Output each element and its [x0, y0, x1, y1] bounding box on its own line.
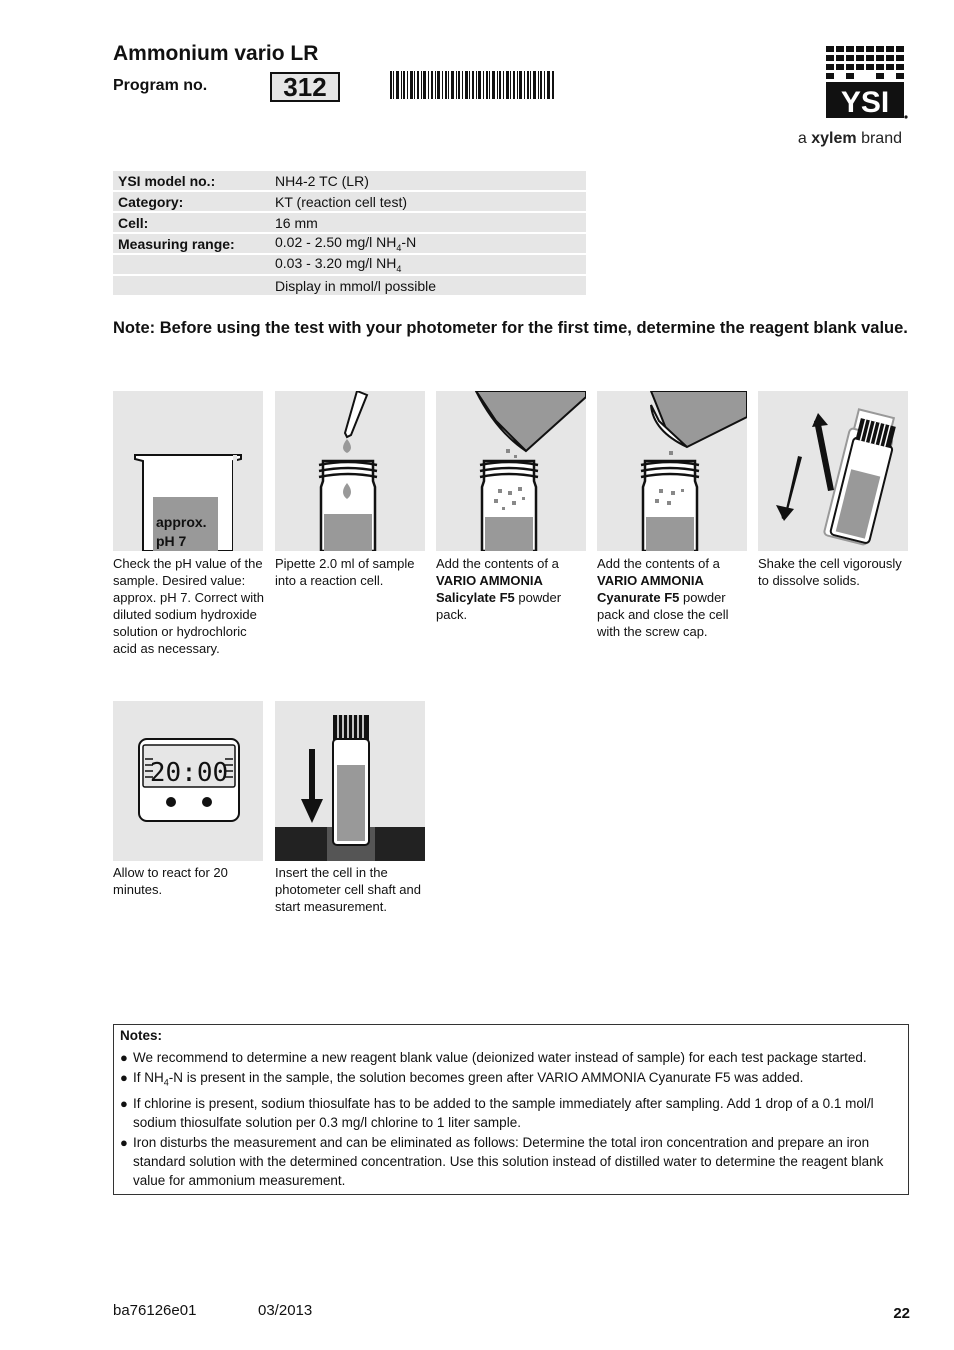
table-row: Category: KT (reaction cell test) — [113, 192, 586, 211]
step-1-caption: Check the pH value of the sample. Desired value: approx. pH 7. Correct with diluted sodium hydroxide solution or hydrochloric acid as necessary. — [113, 556, 265, 656]
powder-pack-icon — [436, 391, 586, 551]
list-item: ● Iron disturbs the measurement and can be eliminated as follows: Determine the total iron concentration and prepare an iron standard solution with the determined concentration. Use this solution instead of distilled water to determine the reagent blank value for ammonium measurement. — [120, 1134, 884, 1188]
doc-id: ba76126e01 — [113, 1302, 197, 1319]
spec-table — [113, 169, 586, 297]
list-item: ● We recommend to determine a new reagent blank value (deionized water instead of sample) for each test package started. — [120, 1050, 867, 1065]
step-1-image — [113, 391, 263, 551]
step-6-caption: Allow to react for 20 minutes. — [113, 865, 228, 897]
brand-tagline: a xylem brand — [797, 130, 902, 147]
step-6-image — [113, 701, 263, 861]
list-item: ● If $NH_4-N$ is present in the sample, the solution becomes green after VARIO AMMONIA Cyanurate F5 was added. — [120, 1070, 804, 1088]
insert-cell-icon — [275, 701, 425, 861]
step-7-caption: Insert the cell in the photometer cell shaft and start measurement. — [275, 865, 421, 914]
shake-icon — [758, 391, 908, 551]
timer-icon — [113, 701, 263, 861]
step-3-image — [436, 391, 586, 551]
step-5-caption: Shake the cell vigorously to dissolve solids. — [758, 556, 902, 588]
page-title: Ammonium vario LR — [113, 42, 319, 65]
table-row: Measuring range: 0.02 - 2.50 mg/l $NH_4-N$ — [113, 234, 586, 253]
step-3-caption: Add the contents of a VARIO AMMONIA Salicylate F5 powder pack. — [436, 556, 562, 622]
table-row: 0.03 - 3.20 mg/l $NH_4$ — [113, 255, 586, 274]
step-2-caption: Pipette 2.0 ml of sample into a reaction cell. — [275, 556, 415, 588]
svg-text:YSI: YSI — [840, 86, 890, 119]
step-4-image — [597, 391, 747, 551]
powder-pack-icon — [597, 391, 747, 551]
barcode-icon — [390, 71, 554, 99]
pipette-icon — [275, 391, 425, 551]
page-number: 22 — [893, 1305, 910, 1322]
step-4-caption: Add the contents of a VARIO AMMONIA Cyanurate F5 powder pack and close the cell with the screw cap. — [597, 556, 729, 639]
timer-display: 20:00 — [149, 758, 229, 788]
list-item: ● If chlorine is present, sodium thiosulfate has to be added to the sample immediately after sampling. Add 1 drop of a 0.1 mol/l sodium thiosulfate solution per 0.3 mg/l chlorine to 1 liter sample. — [120, 1095, 874, 1130]
note-text: Note: Before using the test with your photometer for the first time, determine the reagent blank value. — [113, 319, 908, 337]
brand-name: xylem — [811, 130, 857, 147]
notes-heading: Notes: — [120, 1028, 163, 1043]
table-row: Cell: 16 mm — [113, 213, 586, 232]
step-2-image — [275, 391, 425, 551]
notes-box — [113, 1024, 909, 1195]
table-row: YSI model no.: NH4-2 TC (LR) — [113, 171, 586, 190]
program-number: 312 — [270, 72, 340, 102]
table-row: Display in mmol/l possible — [113, 276, 586, 295]
ph-label: approx. pH 7 — [156, 514, 207, 549]
step-5-image — [758, 391, 908, 551]
program-label: Program no. — [113, 77, 208, 94]
ysi-logo — [826, 46, 908, 122]
step-7-image — [275, 701, 425, 861]
doc-date: 03/2013 — [258, 1302, 313, 1319]
